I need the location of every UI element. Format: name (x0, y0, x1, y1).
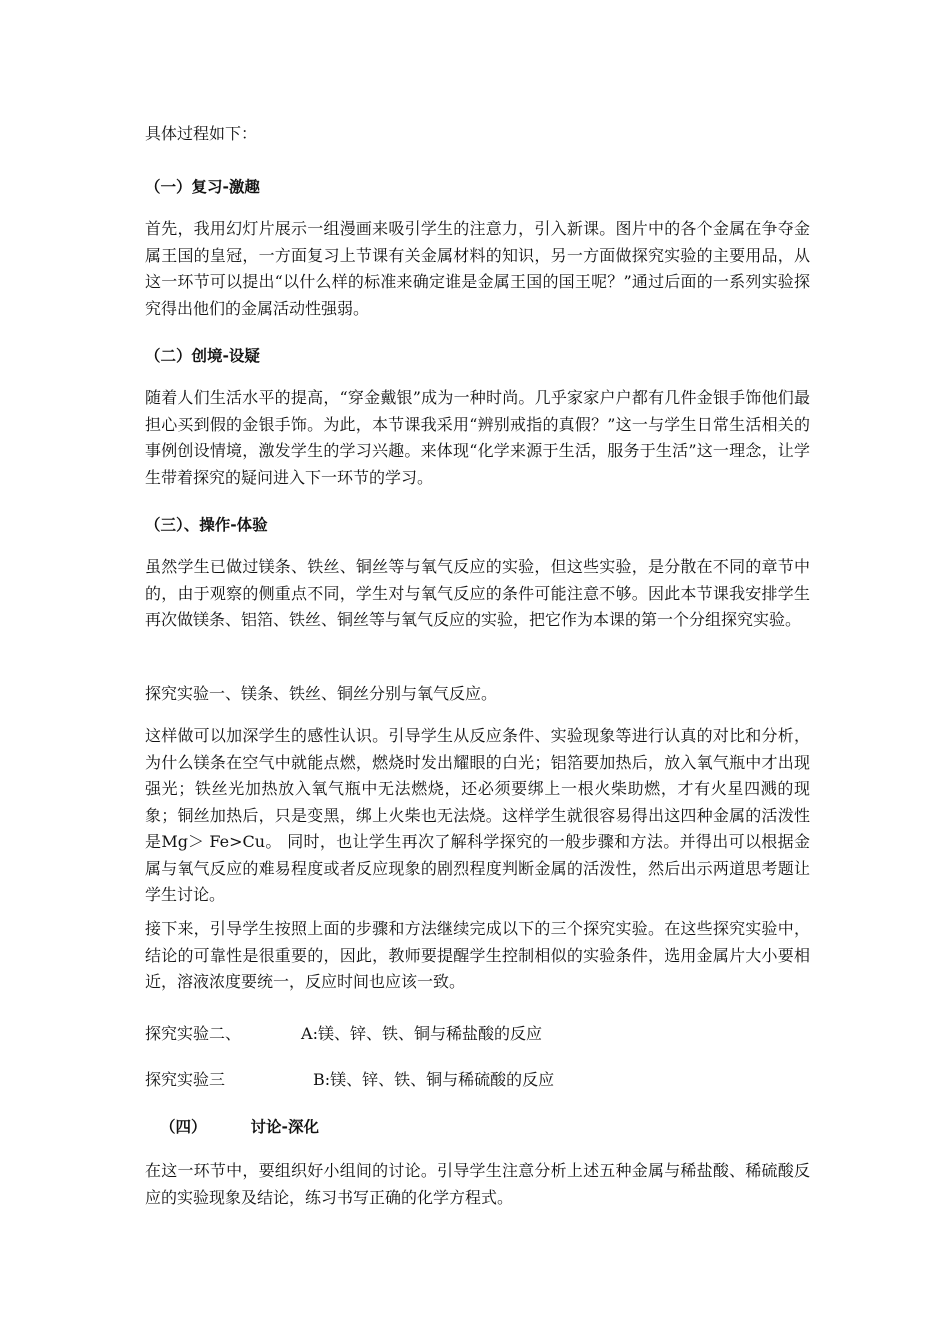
experiment2-text: A:镁、锌、铁、铜与稀盐酸的反应 (301, 1024, 542, 1043)
section4-heading (160, 1114, 825, 1140)
experiment2-line (145, 1021, 810, 1047)
section4-heading-title: 讨论-深化 (250, 1118, 319, 1136)
experiment3-text: B:镁、锌、铁、铜与稀硫酸的反应 (313, 1070, 555, 1089)
section4-heading-number: （四） (160, 1118, 207, 1136)
experiment3-line (145, 1067, 810, 1093)
section2-paragraph: 随着人们生活水平的提高，“穿金戴银”成为一种时尚。几乎家家户户都有几件金银手饰他们最担心买到假的金银手饰。为此，本节课我采用“辨别戒指的真假？”这一与学生日常生活相关的事例创设情境，激发学生的学习兴趣。来体现“化学来源于生活，服务于生活”这一理念，让学生带着探究的疑问进入下一环节的学习。 (145, 388, 810, 487)
section3-paragraph-3: 接下来，引导学生按照上面的步骤和方法继续完成以下的三个探究实验。在这些探究实验中，结论的可靠性是很重要的，因此，教师要提醒学生控制相似的实验条件，选用金属片大小要相近，溶液浓度要统一，反应时间也应该一致。 (145, 919, 810, 991)
section2-heading: （二）创境-设疑 (145, 347, 260, 365)
section4-paragraph: 在这一环节中，要组织好小组间的讨论。引导学生注意分析上述五种金属与稀盐酸、稀硫酸反应的实验现象及结论，练习书写正确的化学方程式。 (145, 1161, 810, 1207)
section1-paragraph: 首先，我用幻灯片展示一组漫画来吸引学生的注意力，引入新课。图片中的各个金属在争夺金属王国的皇冠，一方面复习上节课有关金属材料的知识，另一方面做探究实验的主要用品，从这一环节可以提出“以什么样的标准来确定谁是金属王国的国王呢？”通过后面的一系列实验探究得出他们的金属活动性强弱。 (145, 219, 810, 318)
section3-heading: （三）、操作-体验 (145, 516, 268, 534)
experiment1-text: 探究实验一、镁条、铁丝、铜丝分别与氧气反应。 (145, 684, 498, 703)
section3-paragraph-1: 虽然学生已做过镁条、铁丝、铜丝等与氧气反应的实验，但这些实验，是分散在不同的章节中的，由于观察的侧重点不同，学生对与氧气反应的条件可能注意不够。因此本节课我安排学生再次做镁条、铝箔、铁丝、铜丝等与氧气反应的实验，把它作为本课的第一个分组探究实验。 (145, 557, 810, 629)
section3-paragraph-2: 这样做可以加深学生的感性认识。引导学生从反应条件、实验现象等进行认真的对比和分析，为什么镁条在空气中就能点燃，燃烧时发出耀眼的白光；铝箔要加热后，放入氧气瓶中才出现强光；铁丝光加热放入氧气瓶中无法燃烧，还必须要绑上一根火柴助燃，才有火星四溅的现象；铜丝加热后，只是变黑，绑上火柴也无法烧。这样学生就很容易得出这四种金属的活泼性是Mg＞ Fe>Cu。 同时，也让学生再次了解科学探究的一般步骤和方法。并得出可以根据金属与氧气反应的难易程度或者反应现象的剧烈程度判断金属的活泼性，然后出示两道思考题让学生讨论。 (145, 726, 810, 904)
intro-text: 具体过程如下： (145, 124, 258, 143)
section1-heading: （一）复习-激趣 (145, 178, 260, 196)
experiment3-label: 探究实验三 (145, 1070, 226, 1089)
experiment2-label: 探究实验二、 (145, 1024, 242, 1043)
